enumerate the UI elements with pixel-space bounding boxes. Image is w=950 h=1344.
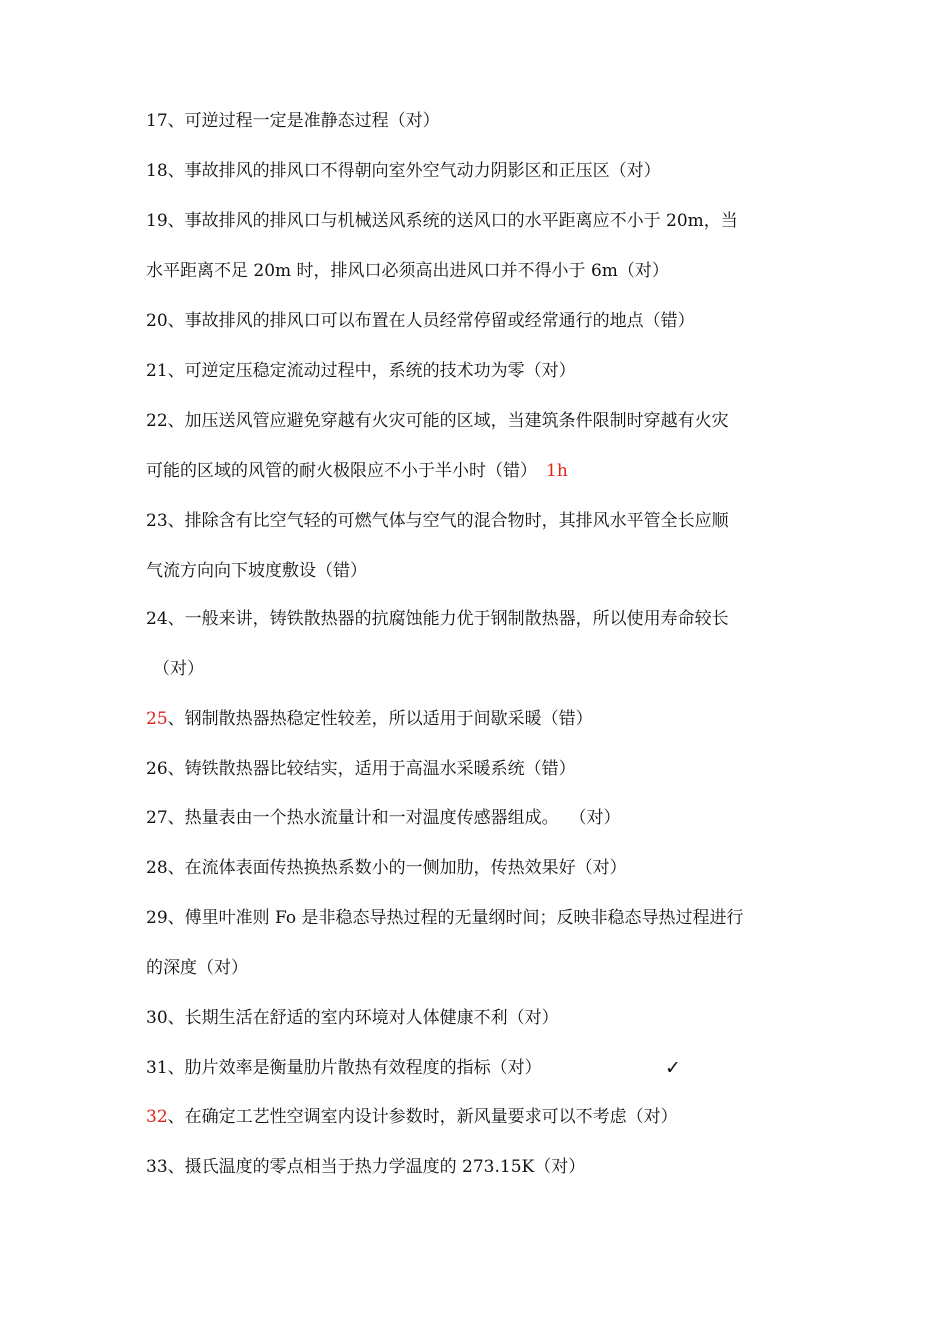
item-22-continuation: [146, 456, 826, 486]
item-17: [146, 106, 826, 136]
item-separator: 、: [167, 411, 185, 431]
item-number: 26: [146, 759, 168, 779]
item-number: 17: [146, 111, 168, 131]
item-text: 事故排风的排风口可以布置在人员经常停留或经常通行的地点（错）: [184, 311, 695, 331]
item-separator: 、: [167, 1107, 185, 1127]
item-number: 23: [146, 511, 168, 531]
item-text: 加压送风管应避免穿越有火灾可能的区域，当建筑条件限制时穿越有火灾: [184, 411, 729, 431]
item-number: 22: [146, 411, 168, 431]
item-text: 傅里叶准则 Fo 是非稳态导热过程的无量纲时间；反映非稳态导热过程进行: [184, 908, 744, 928]
item-25: [146, 704, 826, 734]
item-28: [146, 853, 826, 883]
item-29: [146, 903, 826, 933]
item-27: [146, 803, 826, 833]
item-separator: 、: [167, 161, 185, 181]
item-text: 钢制散热器热稳定性较差，所以适用于间歇采暖（错）: [184, 709, 593, 729]
item-separator: 、: [167, 1008, 185, 1028]
item-separator: 、: [167, 759, 185, 779]
item-separator: 、: [167, 1058, 185, 1078]
item-number: 30: [146, 1008, 168, 1028]
item-number-highlighted: 25: [146, 709, 168, 729]
item-number: 19: [146, 211, 168, 231]
item-number: 28: [146, 858, 168, 878]
item-text: 一般来讲，铸铁散热器的抗腐蚀能力优于钢制散热器，所以使用寿命较长: [184, 609, 729, 629]
handwritten-note: 1h: [546, 461, 568, 481]
item-20: [146, 306, 826, 336]
item-number: 21: [146, 361, 168, 381]
item-number: 29: [146, 908, 168, 928]
item-29-continuation: [146, 953, 826, 983]
check-mark-icon: ✓: [665, 1057, 681, 1079]
item-text: 长期生活在舒适的室内环境对人体健康不利（对）: [184, 1008, 559, 1028]
item-text-continuation: 气流方向向下坡度敷设（错）: [146, 561, 367, 581]
item-24-continuation: [153, 654, 833, 684]
item-30: [146, 1003, 826, 1033]
item-text: 肋片效率是衡量肋片散热有效程度的指标（对）: [184, 1058, 542, 1078]
item-33: [146, 1152, 826, 1182]
item-text: 事故排风的排风口不得朝向室外空气动力阴影区和正压区（对）: [184, 161, 661, 181]
item-separator: 、: [167, 111, 185, 131]
item-19: [146, 206, 826, 236]
item-18: [146, 156, 826, 186]
item-text: 在确定工艺性空调室内设计参数时，新风量要求可以不考虑（对）: [184, 1107, 678, 1127]
item-separator: 、: [167, 211, 185, 231]
item-text-continuation: 可能的区域的风管的耐火极限应不小于半小时（错）: [146, 461, 537, 481]
item-text: 铸铁散热器比较结实，适用于高温水采暖系统（错）: [184, 759, 576, 779]
item-31: [146, 1053, 826, 1083]
item-number: 33: [146, 1157, 168, 1177]
item-24: [146, 604, 826, 634]
item-separator: 、: [167, 1157, 185, 1177]
item-text-continuation: （对）: [153, 659, 204, 679]
item-text: 可逆过程一定是准静态过程（对）: [184, 111, 440, 131]
item-number: 20: [146, 311, 168, 331]
item-text: 摄氏温度的零点相当于热力学温度的 273.15K（对）: [184, 1157, 586, 1177]
item-22: [146, 406, 826, 436]
item-number: 18: [146, 161, 168, 181]
item-text: 事故排风的排风口与机械送风系统的送风口的水平距离应不小于 20m，当: [184, 211, 738, 231]
item-number: 27: [146, 808, 168, 828]
item-separator: 、: [167, 908, 185, 928]
item-text: 在流体表面传热换热系数小的一侧加肋，传热效果好（对）: [184, 858, 627, 878]
item-23-continuation: [146, 556, 826, 586]
item-26: [146, 754, 826, 784]
item-text-continuation: 水平距离不足 20m 时，排风口必须高出进风口并不得小于 6m（对）: [146, 261, 669, 281]
item-separator: 、: [167, 709, 185, 729]
item-separator: 、: [167, 511, 185, 531]
item-text-continuation: 的深度（对）: [146, 958, 248, 978]
item-19-continuation: [146, 256, 826, 286]
item-separator: 、: [167, 808, 185, 828]
item-separator: 、: [167, 609, 185, 629]
item-text: 可逆定压稳定流动过程中，系统的技术功为零（对）: [184, 361, 576, 381]
item-separator: 、: [167, 361, 185, 381]
item-23: [146, 506, 826, 536]
item-number: 24: [146, 609, 168, 629]
item-number-highlighted: 32: [146, 1107, 168, 1127]
item-text: 排除含有比空气轻的可燃气体与空气的混合物时，其排风水平管全长应顺: [184, 511, 729, 531]
item-32: [146, 1102, 826, 1132]
item-number: 31: [146, 1058, 168, 1078]
item-text: 热量表由一个热水流量计和一对温度传感器组成。 （对）: [184, 808, 621, 828]
item-separator: 、: [167, 858, 185, 878]
item-21: [146, 356, 826, 386]
item-separator: 、: [167, 311, 185, 331]
